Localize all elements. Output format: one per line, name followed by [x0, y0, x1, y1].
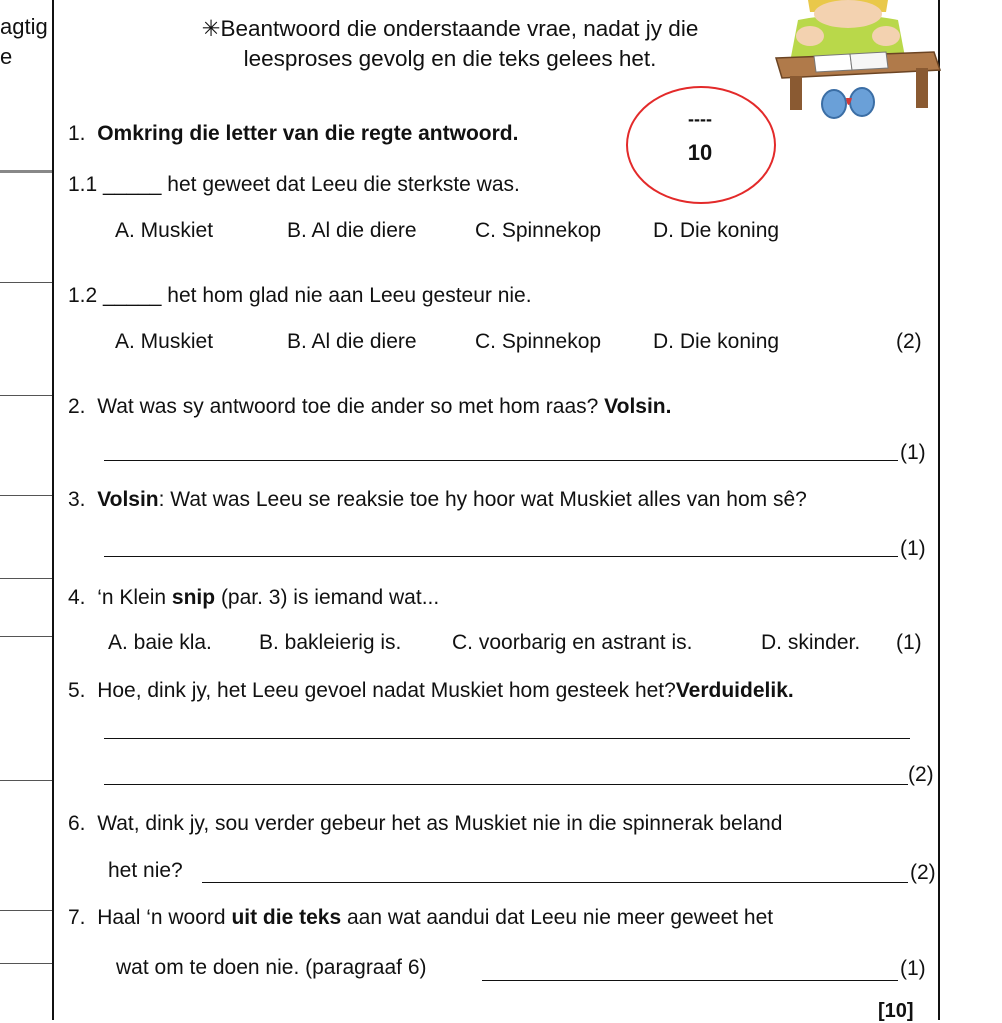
question-text: ‘n Klein — [97, 586, 167, 609]
question-number: 3. — [68, 488, 86, 511]
option-b[interactable]: B. bakleierig is. — [259, 631, 402, 654]
left-divider — [0, 910, 52, 911]
left-divider — [0, 636, 52, 637]
answer-line[interactable] — [104, 764, 908, 785]
answer-line[interactable] — [104, 720, 910, 739]
left-divider — [0, 578, 52, 579]
marks: (1) — [900, 441, 926, 464]
marks: (1) — [896, 631, 922, 654]
question-2 — [68, 395, 671, 419]
question-text: het hom glad nie aan Leeu gesteur nie. — [167, 284, 532, 307]
question-text: Omkring die letter van die regte antwoord. — [97, 122, 519, 145]
answer-line[interactable] — [104, 536, 898, 557]
answer-blank[interactable]: _____ — [103, 284, 162, 307]
option-a[interactable]: A. baie kla. — [108, 631, 212, 654]
option-c[interactable]: C. Spinnekop — [475, 330, 602, 353]
option-a[interactable]: A. Muskiet — [115, 330, 214, 353]
left-divider — [0, 282, 52, 283]
left-divider — [0, 963, 52, 964]
question-1 — [68, 122, 518, 146]
marks: (1) — [900, 957, 926, 980]
instruction-header — [150, 14, 750, 74]
question-1-2 — [68, 284, 532, 308]
instruction-bold: Verduidelik. — [675, 679, 794, 702]
left-divider — [0, 395, 52, 396]
question-number: 1. — [68, 122, 86, 145]
keyword-bold: uit die teks — [231, 906, 342, 929]
option-b[interactable]: B. Al die diere — [287, 330, 417, 353]
question-3 — [68, 488, 807, 512]
option-c[interactable]: C. voorbarig en astrant is. — [452, 631, 693, 654]
question-number: 4. — [68, 586, 86, 609]
instruction-bold: Volsin — [97, 488, 159, 511]
question-number: 1.1 — [68, 173, 98, 196]
option-c[interactable]: C. Spinnekop — [475, 219, 602, 242]
answer-blank[interactable]: _____ — [103, 173, 162, 196]
option-d[interactable]: D. Die koning — [653, 330, 780, 353]
total-marks: [10] — [878, 1000, 914, 1022]
left-divider — [0, 495, 52, 496]
marks: (1) — [900, 537, 926, 560]
left-fragment-2: e — [0, 44, 13, 69]
left-fragment-1: agtig — [0, 14, 48, 39]
question-6-cont: het nie? — [108, 859, 183, 882]
right-frame-line — [938, 0, 940, 1020]
option-d[interactable]: D. Die koning — [653, 219, 780, 242]
question-text: Hoe, dink jy, het Leeu gevoel nadat Muskiet hom gesteek het? — [97, 679, 676, 702]
answer-line[interactable] — [104, 440, 898, 461]
mark-dashes: ---- — [688, 109, 712, 129]
header-line-1: Beantwoord die onderstaande vrae, nadat jy die — [220, 16, 699, 41]
instruction-bold: Volsin. — [604, 395, 672, 418]
question-7-cont: wat om te doen nie. (paragraaf 6) — [116, 956, 427, 979]
star-icon: ✳ — [201, 16, 221, 41]
question-1-1 — [68, 173, 520, 197]
keyword-bold: snip — [171, 586, 216, 609]
left-divider — [0, 780, 52, 781]
question-number: 2. — [68, 395, 86, 418]
answer-line[interactable] — [482, 960, 898, 981]
question-text: Haal ‘n woord — [97, 906, 226, 929]
left-frame-line — [52, 0, 54, 1020]
marks: (2) — [908, 763, 934, 786]
question-number: 7. — [68, 906, 86, 929]
question-number: 5. — [68, 679, 86, 702]
question-4 — [68, 586, 439, 610]
question-text: : Wat was Leeu se reaksie toe hy hoor wat Muskiet alles van hom sê? — [158, 488, 807, 511]
question-text: Wat, dink jy, sou verder gebeur het as Muskiet nie in die spinnerak beland — [97, 812, 783, 835]
marks: (2) — [896, 330, 922, 353]
question-number: 1.2 — [68, 284, 98, 307]
mark-total: 10 — [687, 140, 713, 165]
answer-line[interactable] — [202, 862, 908, 883]
question-text: aan wat aandui dat Leeu nie meer geweet het — [346, 906, 774, 929]
question-7 — [68, 906, 773, 930]
child-reading-illustration — [768, 0, 942, 120]
question-text: het geweet dat Leeu die sterkste was. — [167, 173, 520, 196]
option-b[interactable]: B. Al die diere — [287, 219, 417, 242]
option-a[interactable]: A. Muskiet — [115, 219, 214, 242]
question-5 — [68, 679, 794, 703]
left-divider — [0, 170, 52, 173]
header-line-2: leesproses gevolg en die teks gelees het. — [243, 46, 657, 71]
marks: (2) — [910, 861, 936, 884]
question-text: Wat was sy antwoord toe die ander so met hom raas? — [97, 395, 599, 418]
option-d[interactable]: D. skinder. — [761, 631, 861, 654]
question-6 — [68, 812, 782, 836]
question-text: (par. 3) is iemand wat... — [220, 586, 440, 609]
question-number: 6. — [68, 812, 86, 835]
